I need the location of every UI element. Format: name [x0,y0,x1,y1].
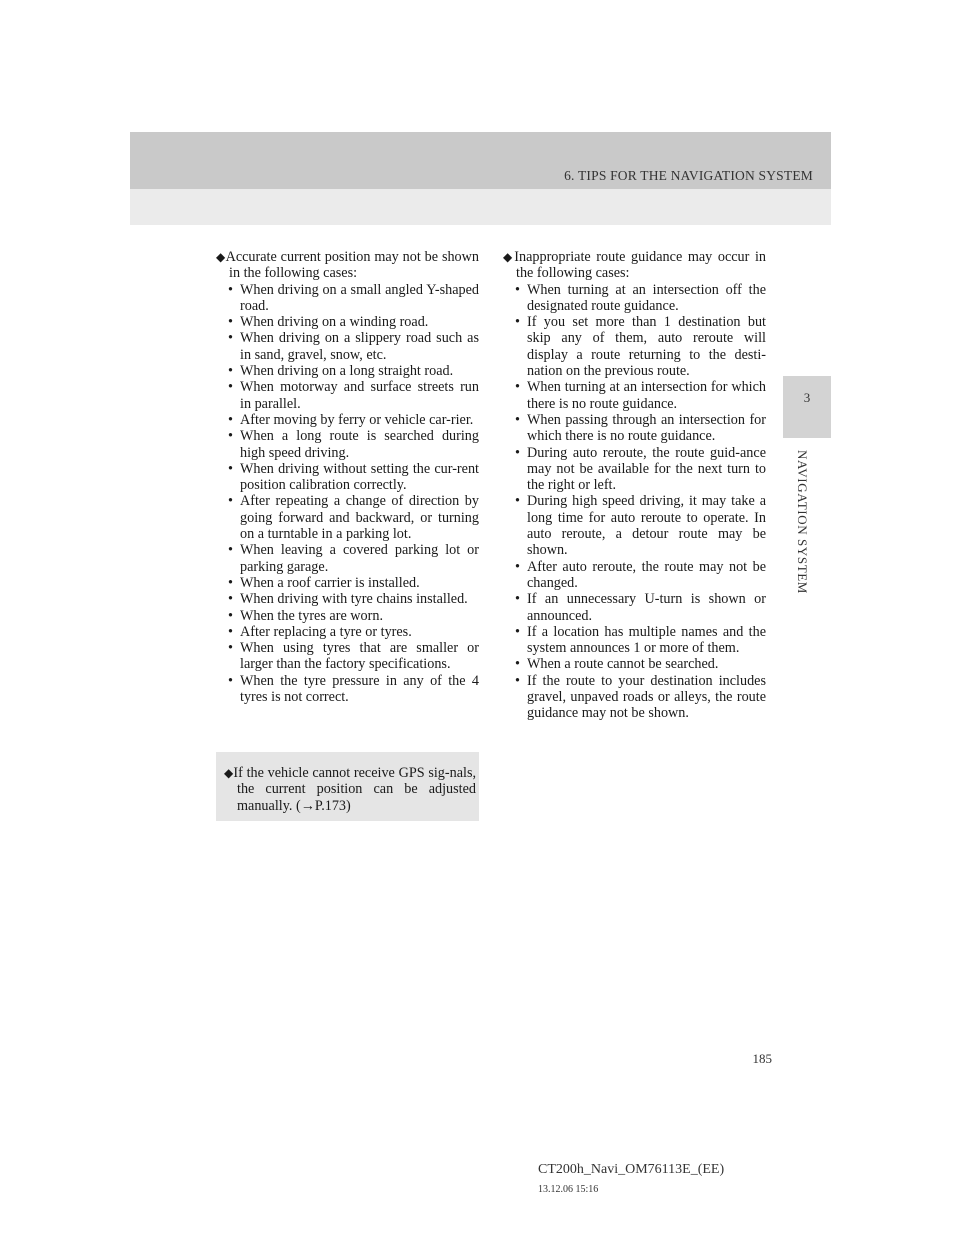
list-item: • During auto reroute, the route guid-ance may not be available for the next turn to the right or left. [503,445,766,494]
right-bullet-list [503,282,766,722]
diamond-bullet-icon: ◆ [216,250,226,264]
section-title: 6. TIPS FOR THE NAVIGATION SYSTEM [564,168,813,183]
list-item: • When driving on a small angled Y-shaped road. [216,282,479,315]
right-intro [503,249,766,282]
list-item: • During high speed driving, it may take a long time for auto reroute to operate. In auto reroute, a detour route may be shown. [503,493,766,558]
list-item: • After moving by ferry or vehicle car-rier. [216,412,479,428]
left-bullet-list [216,282,479,706]
list-item: • When turning at an intersection off the designated route guidance. [503,282,766,315]
list-item: • If the route to your destination includes gravel, unpaved roads or alleys, the route guidance may not be shown. [503,673,766,722]
list-item: • After repeating a change of direction by going forward and backward, or turning on a turntable in a parking lot. [216,493,479,542]
list-item: • When turning at an intersection for which there is no route guidance. [503,379,766,412]
list-item: • When a roof carrier is installed. [216,575,479,591]
header-band [130,132,831,189]
left-intro-text: Accurate current position may not be shown in the following cases: [225,249,479,282]
list-item: • When a long route is searched during high speed driving. [216,428,479,461]
chapter-tab [783,376,831,438]
diamond-bullet-icon: ◆ [224,766,234,780]
chapter-number: 3 [803,390,811,405]
list-item: • After replacing a tyre or tyres. [216,624,479,640]
list-item: • When driving with tyre chains installed. [216,591,479,607]
list-item: • When driving on a slippery road such as in sand, gravel, snow, etc. [216,330,479,363]
list-item: • If a location has multiple names and the system announces 1 or more of them. [503,624,766,657]
list-item: • When the tyre pressure in any of the 4 tyres is not correct. [216,673,479,706]
document-timestamp: 13.12.06 15:16 [538,1184,599,1195]
list-item: • When driving without setting the cur-rent position calibration correctly. [216,461,479,494]
list-item: • When the tyres are worn. [216,608,479,624]
list-item: • If an unnecessary U-turn is shown or announced. [503,591,766,624]
tip-text: If the vehicle cannot receive GPS sig-nals, the current position can be adjusted manually. (→P.173) [233,765,477,814]
list-item: • When driving on a long straight road. [216,363,479,379]
right-column [503,249,766,722]
right-intro-text: Inappropriate route guidance may occur in the following cases: [514,249,766,282]
list-item: • When a route cannot be searched. [503,656,766,672]
list-item: • When passing through an intersection for which there is no route guidance. [503,412,766,445]
tip-box [216,752,479,821]
header-subband [130,189,831,225]
diamond-bullet-icon: ◆ [503,250,515,264]
list-item: • If you set more than 1 destination but skip any of them, auto reroute will display a route returning to the desti-nation on the previous route. [503,314,766,379]
list-item: • When using tyres that are smaller or larger than the factory specifications. [216,640,479,673]
chapter-label: NAVIGATION SYSTEM [795,450,810,594]
left-intro [216,249,479,282]
list-item: • When driving on a winding road. [216,314,479,330]
page-number: 185 [752,1051,772,1066]
list-item: • When motorway and surface streets run in parallel. [216,379,479,412]
left-column [216,249,479,705]
document-id: CT200h_Navi_OM76113E_(EE) [538,1162,725,1177]
tip-paragraph [224,765,476,814]
list-item: • When leaving a covered parking lot or parking garage. [216,542,479,575]
list-item: • After auto reroute, the route may not be changed. [503,559,766,592]
